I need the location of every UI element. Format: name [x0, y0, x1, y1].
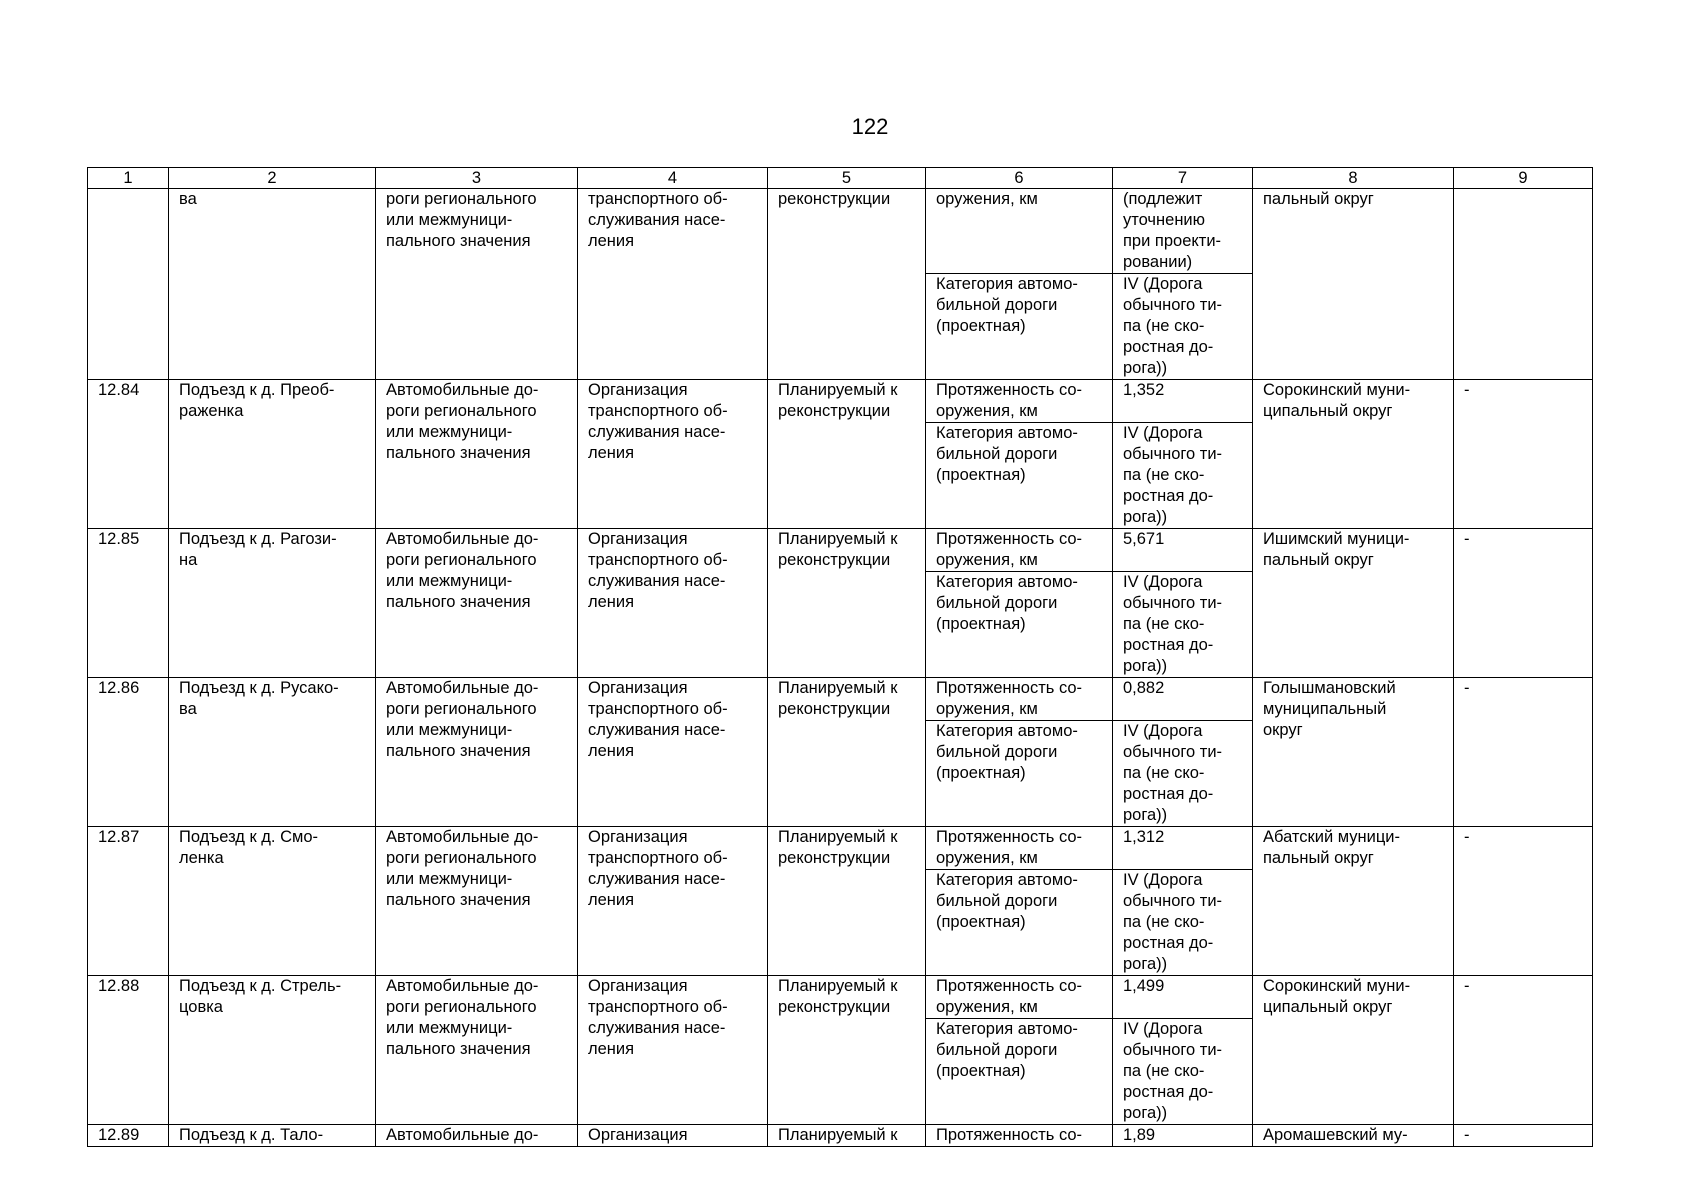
row-number: 12.87	[88, 827, 169, 976]
row-number: 12.86	[88, 678, 169, 827]
row-number: 12.88	[88, 976, 169, 1125]
column-header: 7	[1113, 168, 1253, 189]
table-row	[88, 189, 1593, 274]
param-label: Категория автомо- бильной дороги (проектная)	[926, 1019, 1113, 1125]
column-header: 8	[1253, 168, 1454, 189]
param-value: IV (Дорога обычного ти- па (не ско- ростная до- рога))	[1113, 274, 1253, 380]
param-label: Категория автомо- бильной дороги (проектная)	[926, 423, 1113, 529]
row-number	[88, 189, 169, 380]
row-number: 12.89	[88, 1125, 169, 1147]
param-label: Протяженность со- оружения, км	[926, 529, 1113, 572]
object-status: Планируемый к реконструкции	[768, 380, 926, 529]
object-name: Подъезд к д. Стрель- цовка	[169, 976, 376, 1125]
object-name: Подъезд к д. Рагози- на	[169, 529, 376, 678]
note	[1454, 189, 1593, 380]
column-header: 1	[88, 168, 169, 189]
param-value: IV (Дорога обычного ти- па (не ско- ростная до- рога))	[1113, 721, 1253, 827]
param-value: 0,882	[1113, 678, 1253, 721]
object-name: Подъезд к д. Смо- ленка	[169, 827, 376, 976]
object-purpose: Организация транспортного об- служивания насе- ления	[578, 678, 768, 827]
district: Сорокинский муни- ципальный округ	[1253, 380, 1454, 529]
param-value: 1,312	[1113, 827, 1253, 870]
param-value: IV (Дорога обычного ти- па (не ско- ростная до- рога))	[1113, 870, 1253, 976]
note: -	[1454, 827, 1593, 976]
row-number: 12.84	[88, 380, 169, 529]
param-label: Протяженность со- оружения, км	[926, 976, 1113, 1019]
object-purpose: Организация транспортного об- служивания насе- ления	[578, 380, 768, 529]
object-status: Планируемый к реконструкции	[768, 678, 926, 827]
table-row	[88, 678, 1593, 721]
note: -	[1454, 529, 1593, 678]
object-type: Автомобильные до- роги регионального или межмуници- пального значения	[376, 678, 578, 827]
object-status: Планируемый к реконструкции	[768, 976, 926, 1125]
district: Абатский муници- пальный округ	[1253, 827, 1454, 976]
object-purpose: Организация транспортного об- служивания насе- ления	[578, 827, 768, 976]
object-type: Автомобильные до-	[376, 1125, 578, 1147]
table-row	[88, 380, 1593, 423]
object-purpose: Организация транспортного об- служивания насе- ления	[578, 976, 768, 1125]
district: пальный округ	[1253, 189, 1454, 380]
table-row	[88, 529, 1593, 572]
param-label: оружения, км	[926, 189, 1113, 274]
object-status: реконструкции	[768, 189, 926, 380]
page-number: 122	[851, 114, 889, 139]
param-label: Протяженность со- оружения, км	[926, 380, 1113, 423]
param-label: Протяженность со-	[926, 1125, 1113, 1147]
param-value: 1,352	[1113, 380, 1253, 423]
object-status: Планируемый к	[768, 1125, 926, 1147]
note: -	[1454, 976, 1593, 1125]
column-header: 3	[376, 168, 578, 189]
table-row	[88, 827, 1593, 870]
object-purpose: Организация транспортного об- служивания насе- ления	[578, 529, 768, 678]
column-header: 4	[578, 168, 768, 189]
column-header: 5	[768, 168, 926, 189]
column-header: 2	[169, 168, 376, 189]
note: -	[1454, 380, 1593, 529]
param-value: IV (Дорога обычного ти- па (не ско- ростная до- рога))	[1113, 1019, 1253, 1125]
param-value: 1,499	[1113, 976, 1253, 1019]
object-status: Планируемый к реконструкции	[768, 529, 926, 678]
param-label: Протяженность со- оружения, км	[926, 678, 1113, 721]
param-label: Категория автомо- бильной дороги (проектная)	[926, 572, 1113, 678]
param-value: IV (Дорога обычного ти- па (не ско- ростная до- рога))	[1113, 572, 1253, 678]
object-name: Подъезд к д. Преоб- раженка	[169, 380, 376, 529]
param-label: Категория автомо- бильной дороги (проектная)	[926, 721, 1113, 827]
district: Аромашевский му-	[1253, 1125, 1454, 1147]
param-value: IV (Дорога обычного ти- па (не ско- ростная до- рога))	[1113, 423, 1253, 529]
param-label: Категория автомо- бильной дороги (проектная)	[926, 274, 1113, 380]
object-name: Подъезд к д. Тало-	[169, 1125, 376, 1147]
object-type: роги регионального или межмуници- пального значения	[376, 189, 578, 380]
param-label: Протяженность со- оружения, км	[926, 827, 1113, 870]
object-purpose: транспортного об- служивания насе- ления	[578, 189, 768, 380]
object-name: Подъезд к д. Русако- ва	[169, 678, 376, 827]
param-label: Категория автомо- бильной дороги (проектная)	[926, 870, 1113, 976]
district: Сорокинский муни- ципальный округ	[1253, 976, 1454, 1125]
object-status: Планируемый к реконструкции	[768, 827, 926, 976]
note: -	[1454, 1125, 1593, 1147]
column-number-row	[88, 168, 1593, 189]
row-number: 12.85	[88, 529, 169, 678]
table-row	[88, 976, 1593, 1019]
object-type: Автомобильные до- роги регионального или межмуници- пального значения	[376, 380, 578, 529]
object-type: Автомобильные до- роги регионального или межмуници- пального значения	[376, 529, 578, 678]
district: Голышмановский муниципальный округ	[1253, 678, 1454, 827]
column-header: 6	[926, 168, 1113, 189]
param-value: (подлежит уточнению при проекти- ровании)	[1113, 189, 1253, 274]
param-value: 1,89	[1113, 1125, 1253, 1147]
object-name: ва	[169, 189, 376, 380]
object-purpose: Организация	[578, 1125, 768, 1147]
note: -	[1454, 678, 1593, 827]
column-header: 9	[1454, 168, 1593, 189]
table-row	[88, 1125, 1593, 1147]
object-type: Автомобильные до- роги регионального или межмуници- пального значения	[376, 976, 578, 1125]
infrastructure-table	[87, 167, 1593, 1147]
param-value: 5,671	[1113, 529, 1253, 572]
district: Ишимский муници- пальный округ	[1253, 529, 1454, 678]
object-type: Автомобильные до- роги регионального или межмуници- пального значения	[376, 827, 578, 976]
